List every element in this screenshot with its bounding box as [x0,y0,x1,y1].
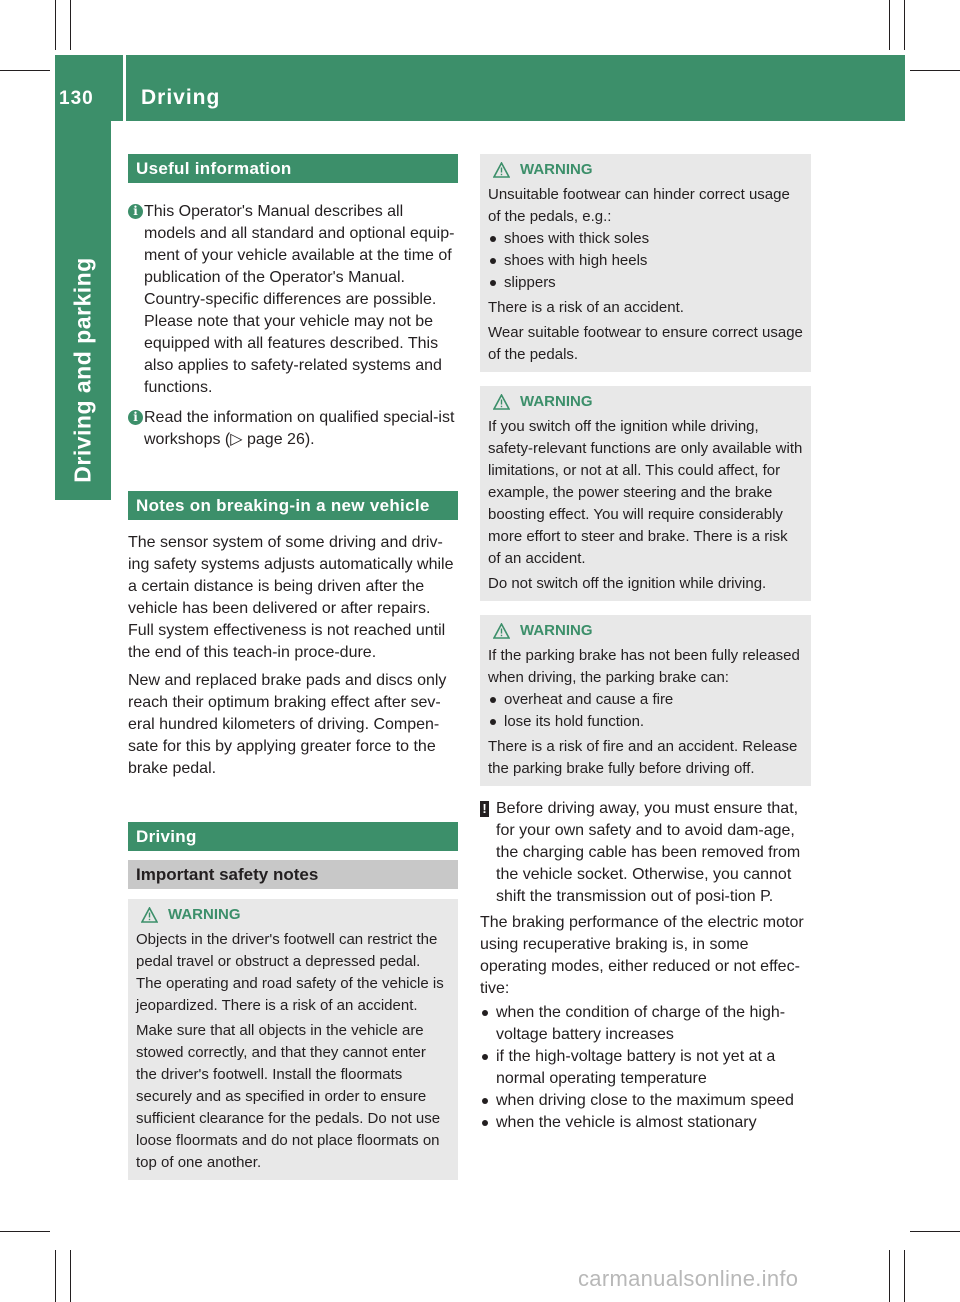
crop-mark [70,0,71,50]
caution-text: Before driving away, you must ensure that, for your own safety and to avoid dam-age, the charging cable has been removed from the vehicle socket. Otherwise, you cannot shift the transmission out of posi-tion P. [496,800,801,905]
watermark: carmanualsonline.info [578,1266,799,1291]
warning-box [480,386,811,601]
warning-title: WARNING [520,393,593,410]
info-note [128,407,458,451]
list-item: when the condition of charge of the high-voltage battery increases [480,1002,811,1046]
section-heading-driving: Driving [128,822,458,851]
crop-mark [904,0,905,50]
exclamation-icon: ! [480,801,489,817]
list-item: when driving close to the maximum speed [480,1090,811,1112]
warning-box [480,615,811,786]
warning-text: Do not switch off the ignition while driving. [488,575,767,592]
warning-title: WARNING [520,622,593,639]
section-heading-breaking-in: Notes on breaking-in a new vehicle [128,491,458,520]
crop-mark [55,1250,56,1302]
crop-mark [70,1250,71,1302]
warning-triangle-icon [493,623,510,639]
warning-title: WARNING [520,161,593,178]
warning-text: Unsuitable footwear can hinder correct usage of the pedals, e.g.: [488,186,790,225]
warning-header [493,620,803,642]
crop-mark [889,1250,890,1302]
warning-text: There is a risk of fire and an accident. Release the parking brake fully before driving off. [488,738,798,777]
crop-mark [910,1231,960,1232]
right-column [480,154,811,1134]
warning-header [141,904,450,926]
page-number: 130 [59,88,94,109]
warning-triangle-icon [141,907,158,923]
page-title: Driving [141,86,221,109]
section-heading-useful-information: Useful information [128,154,458,183]
crop-mark [910,70,960,71]
crop-mark [0,70,50,71]
info-note-text: This Operator's Manual describes all models and all standard and optional equip-ment of your vehicle available at the time of publication of the Operator's Manual. Country-specific differences are possible. Please note that your vehicle may not be equipped with all features described. This also applies to safety-related systems and functions. [144,203,455,396]
list-item: lose its hold function. [488,711,803,733]
crop-mark [904,1250,905,1302]
left-column [128,154,458,1180]
chapter-tab-label: Driving and parking [69,257,96,483]
list-item: shoes with high heels [488,250,803,272]
info-note-text: Read the information on qualified special-ist workshops (▷ page 26). [144,409,455,448]
header-divider [123,55,126,121]
subheading-important-safety-notes: Important safety notes [128,860,458,889]
list-item: overheat and cause a fire [488,689,803,711]
list-item: when the vehicle is almost stationary [480,1112,811,1134]
crop-mark [55,0,56,50]
list-item: shoes with thick soles [488,228,803,250]
warning-header [493,391,803,413]
warning-text: If you switch off the ignition while driving, safety-relevant functions are only available with limitations, or not at all. This could affect, for example, the power steering and the brake boosting effect. You will require considerably more effort to steer and brake. There is a risk of an accident. [488,418,803,567]
paragraph: The braking performance of the electric motor using recuperative braking is, in some operating modes, either reduced or not effec-tive: [480,914,804,997]
warning-title: WARNING [168,906,241,923]
warning-text: If the parking brake has not been fully released when driving, the parking brake can: [488,647,800,686]
warning-header [493,159,803,181]
warning-text: There is a risk of an accident. [488,299,684,316]
info-note [128,201,458,399]
warning-triangle-icon [493,394,510,410]
warning-text: Objects in the driver's footwell can restrict the pedal travel or obstruct a depressed pedal. The operating and road safety of the vehicle is jeopardized. There is a risk of an accident. [136,931,444,1014]
warning-triangle-icon [493,162,510,178]
list-item: slippers [488,272,803,294]
list-item: if the high-voltage battery is not yet at a normal operating temperature [480,1046,811,1090]
warning-text: Make sure that all objects in the vehicle are stowed correctly, and that they cannot enter the driver's footwell. Install the floormats securely and as specified in order to ensure sufficient clearance for the pedals. Do not use loose floormats and do not place floormats on top of one another. [136,1022,441,1171]
paragraph: New and replaced brake pads and discs only reach their optimum braking effect after sev-eral hundred kilometers of driving. Compen-sate for this by applying greater force to the brake pedal. [128,672,447,777]
warning-box [128,899,458,1180]
crop-mark [0,1231,50,1232]
caution-note [480,798,811,908]
info-icon: i [128,204,143,219]
crop-mark [889,0,890,50]
warning-text: Wear suitable footwear to ensure correct usage of the pedals. [488,324,803,363]
paragraph: The sensor system of some driving and driv-ing safety systems adjusts automatically while a certain distance is being driven after the vehicle has been delivered or after repairs. Full system effectiveness is not reached until the end of this teach-in proce-dure. [128,534,454,661]
info-icon: i [128,410,143,425]
warning-box [480,154,811,372]
